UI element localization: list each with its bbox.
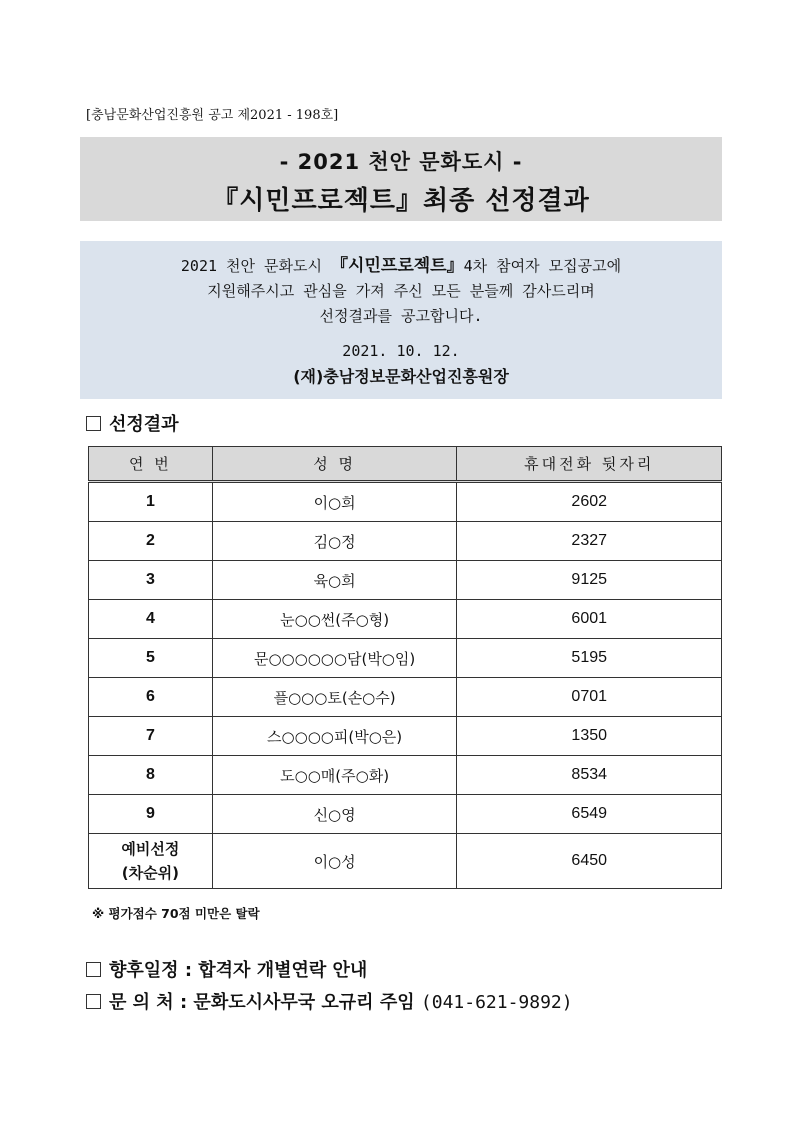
- row-phone: 6001: [457, 600, 722, 639]
- row-phone: 5195: [457, 639, 722, 678]
- notice-line-1-bold: 『시민프로젝트』: [331, 256, 464, 276]
- header-phone: 휴대전화 뒷자리: [457, 447, 722, 482]
- contact-label: 문 의 처 : 문화도시사무국 오규리 주임: [109, 992, 421, 1013]
- row-phone: 2602: [457, 482, 722, 522]
- notice-organization: (재)충남정보문화산업진흥원장: [293, 367, 509, 386]
- table-row: [89, 600, 722, 639]
- notice-line-1: [80, 241, 722, 279]
- row-no: 6: [89, 678, 213, 717]
- row-no: 4: [89, 600, 213, 639]
- row-no: 3: [89, 561, 213, 600]
- row-name: 도○○매(주○화): [212, 756, 457, 795]
- table-header-row: [89, 447, 722, 482]
- schedule-label: 향후일정 : 합격자 개별연락 안내: [109, 960, 368, 981]
- header-no: 연 번: [89, 447, 213, 482]
- contact-line: [86, 988, 573, 1014]
- notice-line-3: 선정결과를 공고합니다.: [319, 307, 483, 325]
- row-no: 2: [89, 522, 213, 561]
- notice-message-box: [80, 241, 722, 399]
- table-row: [89, 561, 722, 600]
- table-row: [89, 482, 722, 522]
- row-name: 육○희: [212, 561, 457, 600]
- row-no: 8: [89, 756, 213, 795]
- reserve-label: [89, 834, 213, 889]
- row-no: 7: [89, 717, 213, 756]
- row-name: 이○희: [212, 482, 457, 522]
- evaluation-footnote: ※ 평가점수 70점 미만은 탈락: [92, 906, 260, 921]
- row-name: 신○영: [212, 795, 457, 834]
- title-line-2: 『시민프로젝트』최종 선정결과: [212, 186, 590, 216]
- contact-phone: (041-621-9892): [420, 992, 573, 1013]
- table-row: [89, 717, 722, 756]
- header-name: 성 명: [212, 447, 457, 482]
- table-row: [89, 639, 722, 678]
- row-name: 문○○○○○○담(박○임): [212, 639, 457, 678]
- checkbox-square-icon: [86, 962, 101, 977]
- checkbox-square-icon: [86, 994, 101, 1009]
- row-phone: 6549: [457, 795, 722, 834]
- checkbox-square-icon: [86, 416, 101, 431]
- notice-reference-number: [충남문화산업진흥원 공고 제2021 - 198호]: [86, 108, 339, 123]
- row-phone: 2327: [457, 522, 722, 561]
- row-phone: 8534: [457, 756, 722, 795]
- title-line-1: - 2021 천안 문화도시 -: [279, 150, 523, 174]
- row-phone: 0701: [457, 678, 722, 717]
- row-name: 눈○○썬(주○형): [212, 600, 457, 639]
- notice-line-1-pre: 2021 천안 문화도시: [180, 257, 332, 275]
- row-phone: 6450: [457, 834, 722, 889]
- table-row: [89, 678, 722, 717]
- table-row: [89, 756, 722, 795]
- table-row: [89, 522, 722, 561]
- row-name: 이○성: [212, 834, 457, 889]
- schedule-line: [86, 956, 367, 982]
- results-table: [88, 446, 722, 889]
- notice-date: 2021. 10. 12.: [342, 342, 460, 360]
- row-name: 김○정: [212, 522, 457, 561]
- notice-line-1-post: 4차 참여자 모집공고에: [463, 257, 622, 275]
- row-phone: 1350: [457, 717, 722, 756]
- row-phone: 9125: [457, 561, 722, 600]
- notice-line-2: 지원해주시고 관심을 가져 주신 모든 분들께 감사드리며: [207, 282, 595, 300]
- reserve-label-line-1: 예비선정: [121, 840, 180, 858]
- row-no: 5: [89, 639, 213, 678]
- table-row-reserve: [89, 834, 722, 889]
- row-name: 스○○○○피(박○은): [212, 717, 457, 756]
- row-no: 9: [89, 795, 213, 834]
- section-results-label: 선정결과: [109, 414, 179, 435]
- table-row: [89, 795, 722, 834]
- reserve-label-line-2: (차순위): [121, 864, 179, 882]
- section-results-heading: [86, 410, 179, 436]
- row-no: 1: [89, 482, 213, 522]
- row-name: 플○○○토(손○수): [212, 678, 457, 717]
- title-banner: [80, 137, 722, 221]
